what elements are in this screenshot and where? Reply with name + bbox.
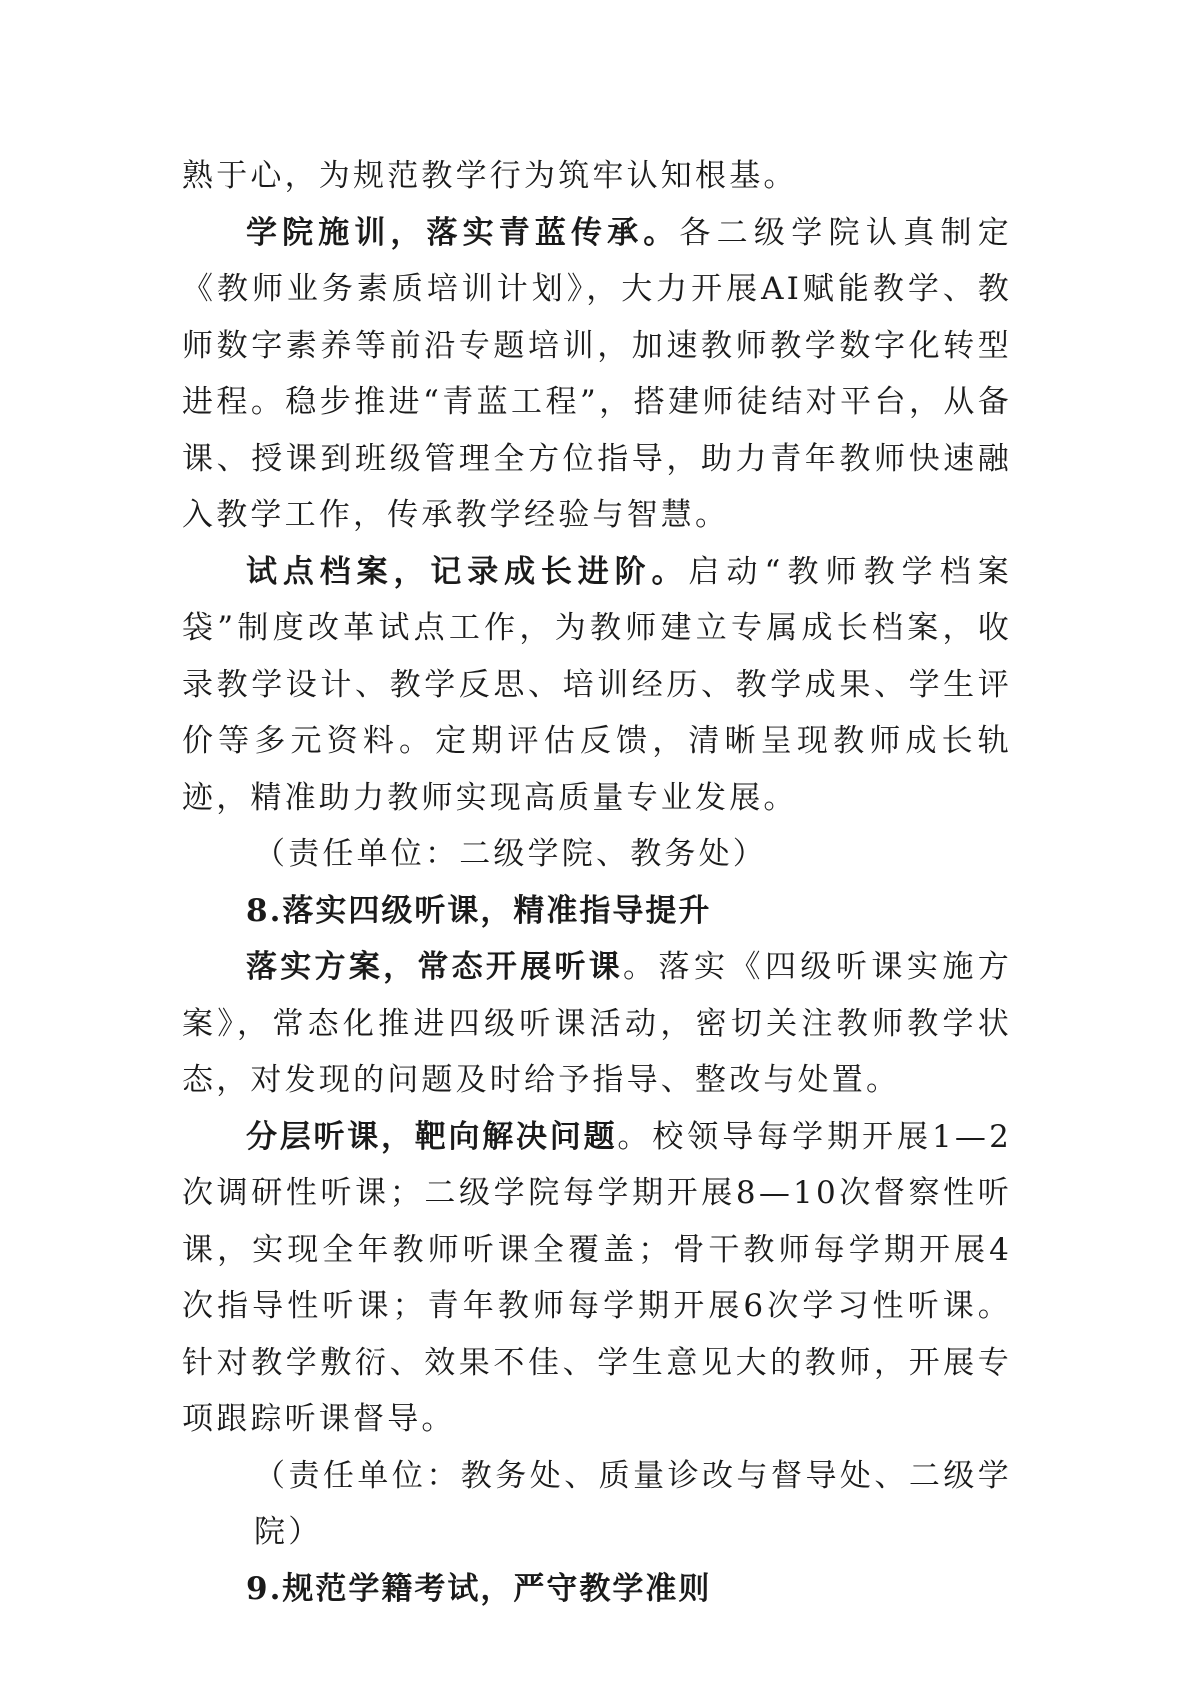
paragraph-lead: 落实方案，常态开展听课: [246, 949, 624, 985]
paragraph-continued: [182, 148, 1012, 205]
paragraph-lead: 分层听课，靶向解决问题: [246, 1118, 618, 1155]
responsible-units-note: （责任单位：教务处、质量诊改与督导处、二级学院）: [254, 1457, 1012, 1550]
paragraph-text: 。落实《四级听课实施方案》，常态化推进四级听课活动，密切关注教师教学状态，对发现的问题及时给予指导、整改与处置。: [182, 949, 1013, 1098]
paragraph-text: 熟于心，为规范教学行为筑牢认知根基。: [182, 158, 798, 194]
paragraph-lead: 试点档案，记录成长进阶。: [246, 553, 689, 590]
section-heading-8: 8.落实四级听课，精准指导提升: [246, 892, 712, 929]
paragraph-implement-plan: [182, 939, 1012, 1109]
document-page: [182, 148, 1012, 1617]
responsible-units-note: （责任单位：二级学院、教务处）: [254, 836, 767, 872]
paragraph-pilot-archive: [182, 544, 1012, 827]
paragraph-lead: 学院施训，落实青蓝传承。: [246, 214, 680, 251]
paragraph-text: 启动“教师教学档案袋”制度改革试点工作，为教师建立专属成长档案，收录教学设计、教学反思、培训经历、教学成果、学生评价等多元资料。定期评估反馈，清晰呈现教师成长轨迹，精准助力教师实现高质量专业发展。: [182, 553, 1012, 816]
paragraph-tiered-observation: [182, 1109, 1012, 1448]
paragraph-college-training: [182, 205, 1012, 544]
section-heading-9: 9.规范学籍考试，严守教学准则: [246, 1570, 712, 1607]
paragraph-text: 各二级学院认真制定《教师业务素质培训计划》，大力开展AI赋能教学、教师数字素养等前沿专题培训，加速教师教学数字化转型进程。稳步推进“青蓝工程”，搭建师徒结对平台，从备课、授课到班级管理全方位指导，助力青年教师快速融入教学工作，传承教学经验与智慧。: [182, 214, 1012, 533]
paragraph-text: 。校领导每学期开展1—2次调研性听课；二级学院每学期开展8—10次督察性听课，实现全年教师听课全覆盖；骨干教师每学期开展4次指导性听课；青年教师每学期开展6次学习性听课。针对教学敷衍、效果不佳、学生意见大的教师，开展专项跟踪听课督导。: [182, 1118, 1012, 1437]
